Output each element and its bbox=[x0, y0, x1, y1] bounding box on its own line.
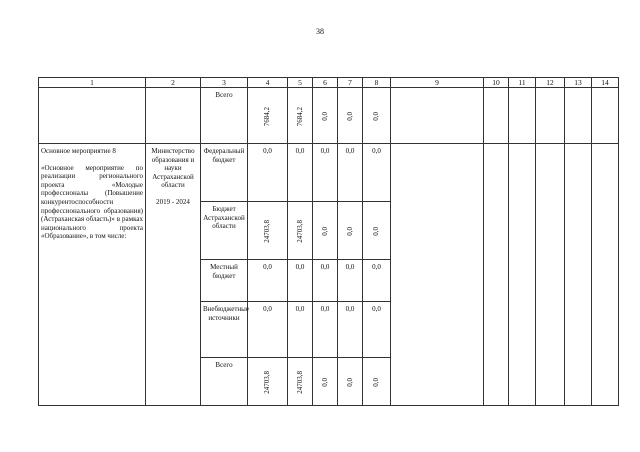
value-cell: 0,0 bbox=[313, 144, 338, 202]
col-header: 8 bbox=[363, 78, 391, 88]
value-cell: 0,0 bbox=[313, 302, 338, 358]
activity-description bbox=[39, 144, 146, 406]
value-cell: 0,0 bbox=[338, 260, 363, 302]
funding-source: Местный бюджет bbox=[201, 260, 248, 302]
value-cell: 0,0 bbox=[248, 260, 288, 302]
value-cell: 0,0 bbox=[372, 377, 381, 387]
col-header: 1 bbox=[39, 78, 146, 88]
col-header: 4 bbox=[248, 78, 288, 88]
col-header: 5 bbox=[288, 78, 313, 88]
value-cell: 0,0 bbox=[313, 260, 338, 302]
col-header: 2 bbox=[146, 78, 201, 88]
col-header: 3 bbox=[201, 78, 248, 88]
col-header: 10 bbox=[484, 78, 509, 88]
col-header: 6 bbox=[313, 78, 338, 88]
value-cell: 0,0 bbox=[372, 226, 381, 236]
col-header: 9 bbox=[391, 78, 484, 88]
responsible-executor bbox=[146, 144, 201, 406]
responsible-name: Министерство образования и науки Астраханской области bbox=[151, 147, 195, 190]
funding-source: Всего bbox=[201, 88, 248, 144]
col-header: 11 bbox=[509, 78, 536, 88]
funding-source: Федеральный бюджет bbox=[201, 144, 248, 202]
value-cell: 0,0 bbox=[338, 144, 363, 202]
activity-text: «Основное мероприятие по реализации регионального проекта «Молодые профессионалы (Повышение конкурентоспособности профессионального образования) (Астраханская область)» в рамках национального проекта «Образование», в том числе: bbox=[41, 163, 143, 241]
value-cell: 0,0 bbox=[372, 111, 381, 121]
value-cell: 0,0 bbox=[288, 144, 313, 202]
funding-source: Всего bbox=[201, 358, 248, 406]
value-cell: 24703,8 bbox=[295, 370, 304, 394]
table-row bbox=[39, 88, 619, 144]
implementation-period: 2019 - 2024 bbox=[156, 197, 190, 206]
col-header: 13 bbox=[565, 78, 592, 88]
value-cell: 0,0 bbox=[338, 302, 363, 358]
page-number: 38 bbox=[316, 27, 324, 36]
activity-title: Основное мероприятие 8 bbox=[41, 147, 116, 155]
value-cell: 0,0 bbox=[288, 260, 313, 302]
value-cell: 0,0 bbox=[345, 377, 354, 387]
funding-source: Бюджет Астраханской области bbox=[201, 202, 248, 260]
value-cell: 0,0 bbox=[320, 377, 329, 387]
value-cell: 0,0 bbox=[320, 226, 329, 236]
value-cell: 0,0 bbox=[320, 111, 329, 121]
value-cell: 0,0 bbox=[345, 226, 354, 236]
value-cell: 0,0 bbox=[248, 302, 288, 358]
col-header: 7 bbox=[338, 78, 363, 88]
col-header: 12 bbox=[536, 78, 565, 88]
col-header: 14 bbox=[592, 78, 619, 88]
value-cell: 0,0 bbox=[288, 302, 313, 358]
column-number-row bbox=[39, 78, 619, 88]
value-cell: 24703,8 bbox=[295, 219, 304, 243]
value-cell: 24703,8 bbox=[263, 219, 272, 243]
value-cell: 0,0 bbox=[248, 144, 288, 202]
table-row bbox=[39, 144, 619, 202]
value-cell: 7684,2 bbox=[263, 106, 272, 126]
value-cell: 0,0 bbox=[345, 111, 354, 121]
value-cell: 0,0 bbox=[363, 144, 391, 202]
value-cell: 0,0 bbox=[363, 260, 391, 302]
value-cell: 7684,2 bbox=[295, 106, 304, 126]
funding-source: Внебюджетные источники bbox=[201, 302, 248, 358]
value-cell: 0,0 bbox=[363, 302, 391, 358]
value-cell: 24703,8 bbox=[263, 370, 272, 394]
budget-table bbox=[38, 77, 619, 406]
